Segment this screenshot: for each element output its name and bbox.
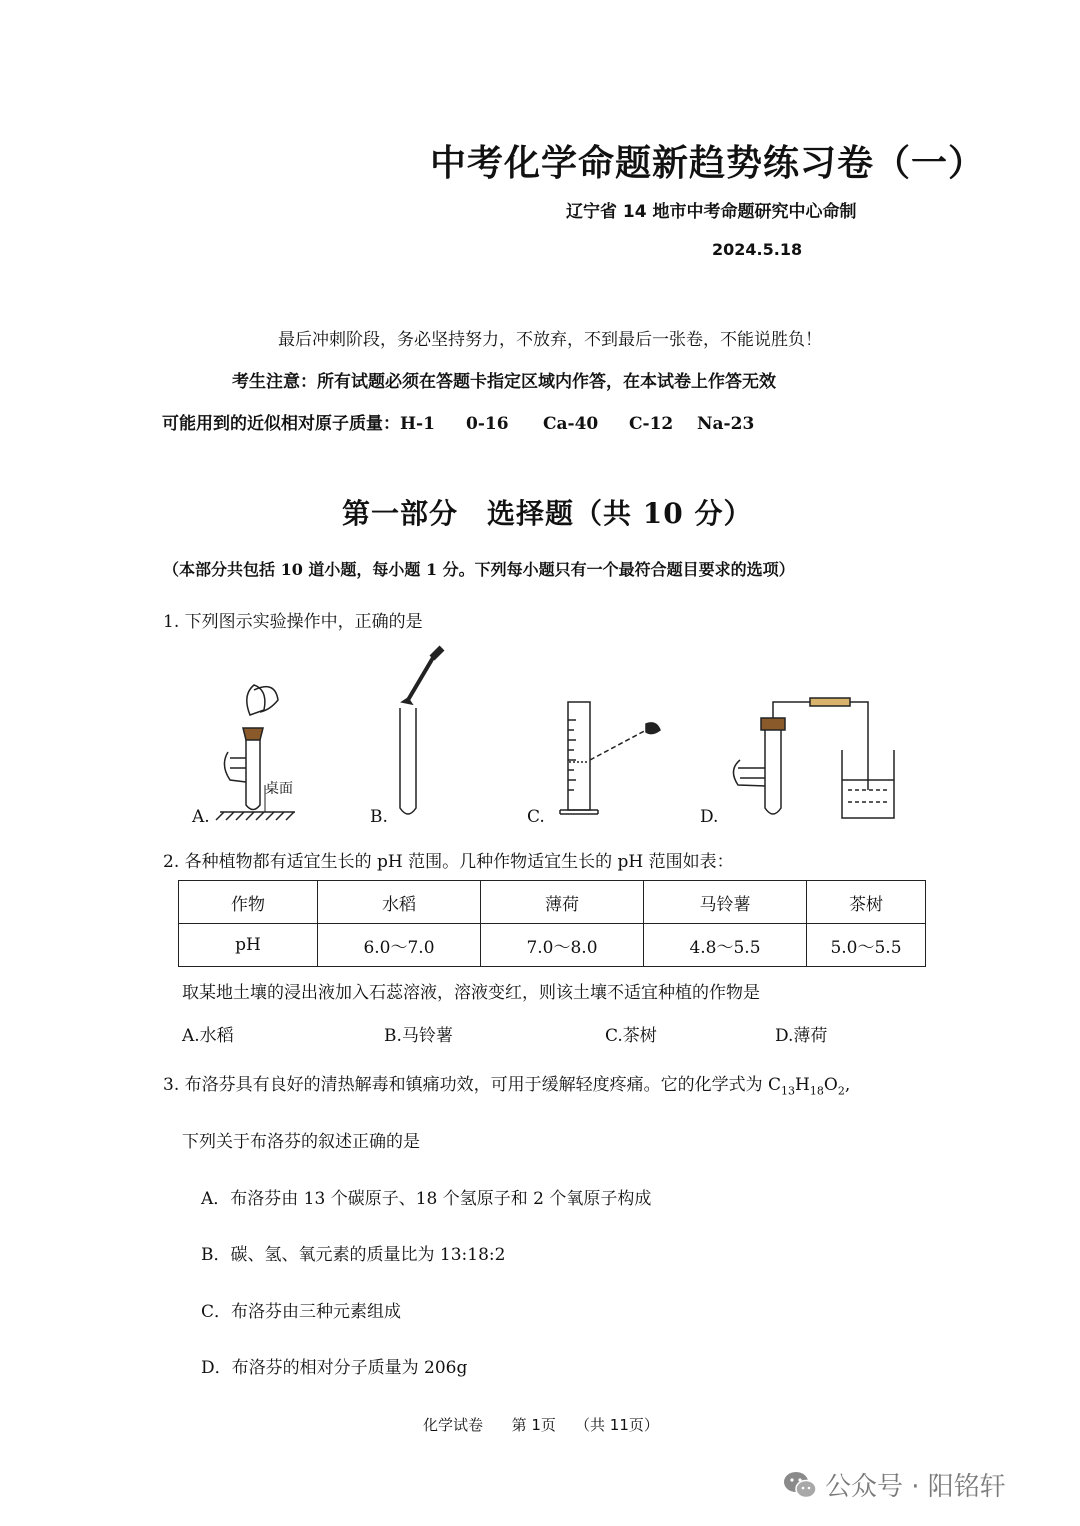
question-3-option-b: B．碳、氢、氧元素的质量比为 13:18:2 xyxy=(201,1245,506,1265)
figure-d-airtightness-check xyxy=(733,698,894,818)
table-cell: 马铃薯 xyxy=(644,881,807,924)
page-footer xyxy=(423,1414,659,1435)
mass-o: 0-16 xyxy=(466,414,509,434)
table-cell: 薄荷 xyxy=(481,881,644,924)
table-cell: 5.0～5.5 xyxy=(807,924,926,967)
wechat-icon xyxy=(783,1470,817,1500)
mass-ca: Ca-40 xyxy=(543,414,599,434)
figure-b-dropper-tube xyxy=(400,648,442,814)
formula-sub-c: 13 xyxy=(781,1084,796,1098)
question-3-stem-text: 3. 布洛芬具有良好的清热解毒和镇痛功效，可用于缓解轻度疼痛。它的化学式为 C xyxy=(163,1075,782,1095)
figure-a-stopper-tube xyxy=(216,685,295,820)
table-cell: 茶树 xyxy=(807,881,926,924)
atomic-masses-label: 可能用到的近似相对原子质量： xyxy=(162,414,400,434)
section-title: 第一部分 选择题（共 10 分） xyxy=(342,497,753,530)
table-cell: 7.0～8.0 xyxy=(481,924,644,967)
formula-sub-h: 18 xyxy=(809,1084,824,1098)
question-2-option-a: A.水稻 xyxy=(182,1026,234,1046)
figure-label-d: D. xyxy=(700,807,719,827)
table-cell: 作物 xyxy=(179,881,318,924)
question-3-option-a: A．布洛芬由 13 个碳原子、18 个氢原子和 2 个氧原子构成 xyxy=(201,1189,652,1209)
formula-tail: , xyxy=(844,1075,851,1095)
footer-page: 第 1页 xyxy=(511,1416,556,1434)
question-3-option-d: D．布洛芬的相对分子质量为 206g xyxy=(201,1358,468,1378)
footer-subject: 化学试卷 xyxy=(423,1416,484,1434)
mass-na: Na-23 xyxy=(697,414,755,434)
table-cell: pH xyxy=(179,924,318,967)
table-cell: 4.8～5.5 xyxy=(644,924,807,967)
footer-total: （共 11页） xyxy=(575,1416,659,1434)
question-2-option-b: B.马铃薯 xyxy=(384,1026,453,1046)
exam-organizer: 辽宁省 14 地市中考命题研究中心命制 xyxy=(566,202,857,222)
mass-c: C-12 xyxy=(629,414,674,434)
question-3-option-c: C．布洛芬由三种元素组成 xyxy=(201,1302,402,1322)
formula-h: H xyxy=(795,1075,810,1095)
question-2-option-c: C.茶树 xyxy=(605,1026,657,1046)
question-3-stem xyxy=(163,1070,850,1097)
exam-date: 2024.5.18 xyxy=(712,240,803,259)
question-2-option-d: D.薄荷 xyxy=(775,1026,828,1046)
exam-title: 中考化学命题新趋势练习卷（一） xyxy=(430,142,986,184)
motto: 最后冲刺阶段，务必坚持努力，不放弃，不到最后一张卷，不能说胜负！ xyxy=(278,330,822,350)
question-3-stem-2: 下列关于布洛芬的叙述正确的是 xyxy=(182,1132,420,1152)
question-1-stem: 1. 下列图示实验操作中，正确的是 xyxy=(163,612,423,632)
table-cell: 6.0～7.0 xyxy=(318,924,481,967)
figure-label-c: C. xyxy=(527,807,545,827)
figure-label-b: B. xyxy=(370,807,388,827)
figure-c-cylinder-reading xyxy=(560,702,660,814)
notice: 考生注意：所有试题必须在答题卡指定区域内作答，在本试卷上作答无效 xyxy=(232,372,776,392)
mass-h: H-1 xyxy=(400,414,435,434)
watermark xyxy=(783,1466,1006,1503)
ph-table-header-row xyxy=(179,881,926,924)
watermark-text: 公众号 · 阳铭轩 xyxy=(825,1472,1006,1502)
formula-o: O xyxy=(823,1075,838,1095)
question-2-followup: 取某地土壤的浸出液加入石蕊溶液，溶液变红，则该土壤不适宜种植的作物是 xyxy=(182,983,760,1003)
ph-table xyxy=(178,880,926,967)
desk-label: 桌面 xyxy=(265,781,293,797)
formula-sub-o: 2 xyxy=(837,1084,845,1098)
question-2-stem: 2. 各种植物都有适宜生长的 pH 范围。几种作物适宜生长的 pH 范围如表： xyxy=(163,852,734,872)
figure-label-a: A. xyxy=(192,807,210,827)
ph-table-row xyxy=(179,924,926,967)
section-note: （本部分共包括 10 道小题，每小题 1 分。下列每小题只有一个最符合题目要求的选项） xyxy=(163,560,795,579)
question-1-figures xyxy=(180,640,940,840)
table-cell: 水稻 xyxy=(318,881,481,924)
atomic-masses xyxy=(162,409,754,434)
